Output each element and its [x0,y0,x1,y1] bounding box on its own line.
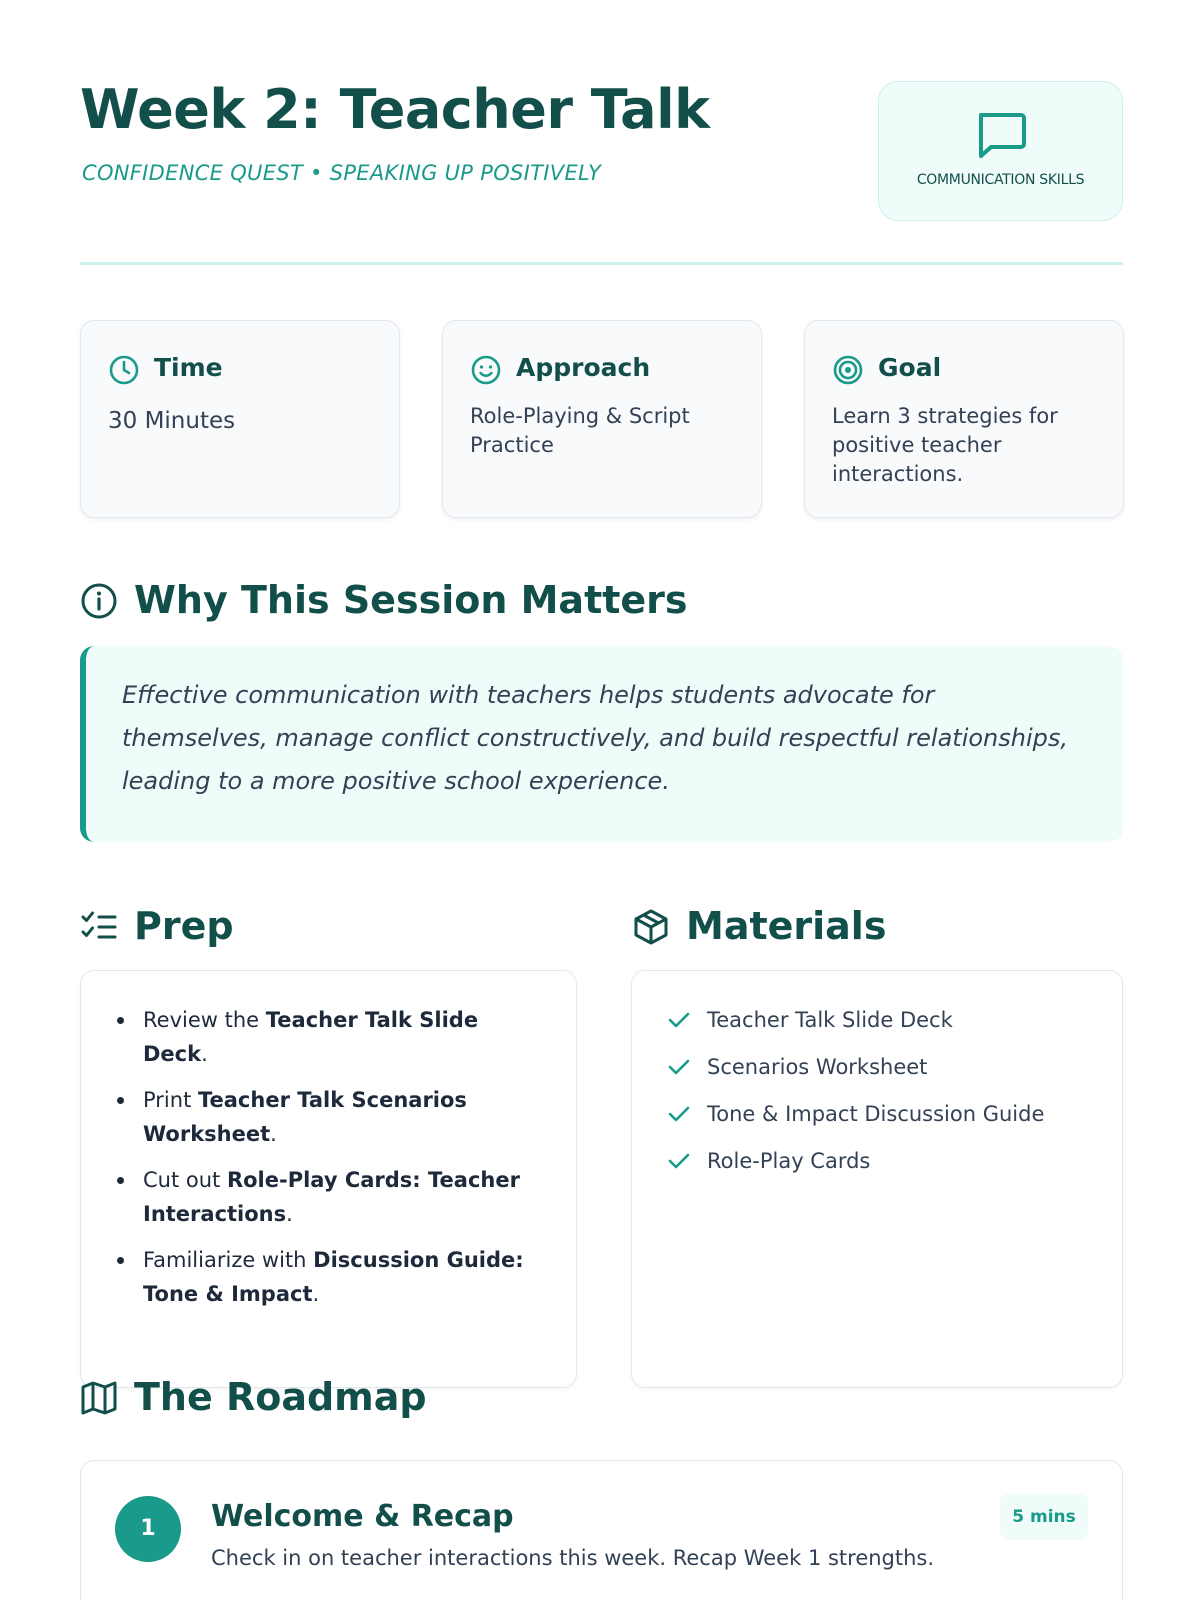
target-icon [832,354,864,386]
material-item: Role-Play Cards [668,1144,1092,1191]
prep-item: Familiarize with Discussion Guide: Tone & Impact. [115,1243,546,1311]
why-heading-label: Why This Session Matters [134,578,688,622]
prep-heading-label: Prep [134,904,234,948]
goal-card [804,320,1124,518]
why-heading [80,578,780,622]
step-description: Check in on teacher interactions this week. Recap Week 1 strengths. [211,1546,935,1570]
prep-heading [80,904,380,948]
check-icon [668,1105,690,1123]
time-card-title: Time [154,353,223,382]
approach-card [442,320,762,518]
why-quote [80,646,1123,842]
smile-icon [470,354,502,386]
page-title: Week 2: Teacher Talk [80,78,710,141]
materials-card [631,970,1123,1388]
step-title: Welcome & Recap [211,1499,514,1534]
prep-list [115,1003,546,1323]
page-subtitle: CONFIDENCE QUEST • SPEAKING UP POSITIVELY [82,161,602,185]
material-item: Teacher Talk Slide Deck [668,1003,1092,1050]
check-icon [668,1011,690,1029]
clock-icon [108,354,140,386]
goal-card-title: Goal [878,353,942,382]
prep-card [80,970,577,1388]
prep-item: Print Teacher Talk Scenarios Worksheet. [115,1083,546,1151]
category-badge [878,81,1123,221]
goal-card-text: Learn 3 strategies for positive teacher interactions. [832,404,1058,486]
materials-heading-label: Materials [686,904,887,948]
material-item: Scenarios Worksheet [668,1050,1092,1097]
check-icon [668,1152,690,1170]
info-icon [80,582,118,620]
materials-heading [632,904,1032,948]
roadmap-step-card [80,1460,1123,1600]
approach-card-text: Role-Playing & Script Practice [470,404,690,457]
map-icon [80,1379,118,1417]
prep-item: Review the Teacher Talk Slide Deck. [115,1003,546,1071]
roadmap-heading-label: The Roadmap [134,1375,427,1419]
chat-bubble-icon [975,110,1027,160]
why-quote-text: Effective communication with teachers helps students advocate for themselves, manage conflict constructively, and build respectful relationships, leading to a more positive school experience. [122,681,1069,795]
time-card-text: 30 Minutes [108,408,236,434]
time-card [80,320,400,518]
material-item: Tone & Impact Discussion Guide [668,1097,1092,1144]
checklist-icon [80,908,118,946]
step-number: 1 [115,1496,181,1562]
badge-label: COMMUNICATION SKILLS [916,172,1085,188]
header-divider [80,262,1123,265]
materials-list [668,1003,1092,1191]
package-icon [632,908,670,946]
check-icon [668,1058,690,1076]
step-duration-badge: 5 mins [1000,1494,1088,1540]
prep-item: Cut out Role-Play Cards: Teacher Interactions. [115,1163,546,1231]
approach-card-title: Approach [516,353,651,382]
roadmap-heading [80,1375,500,1419]
